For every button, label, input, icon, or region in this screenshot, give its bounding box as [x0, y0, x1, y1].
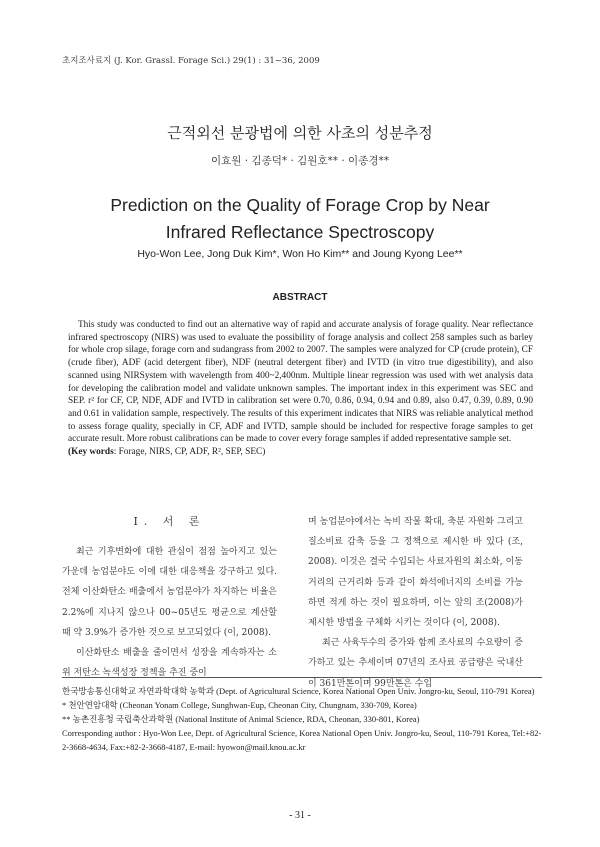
intro-paragraph-4: 최근 사육두수의 증가와 함께 조사료의 수요량이 증가하고 있는 추세이며 07년의 조사료 공급량은 국내산이 361만톤이며 99만톤은 수입 [308, 638, 523, 689]
keywords-label: (Key words [68, 447, 114, 458]
korean-authors: 이효원 · 김종덕* · 김원호** · 이종경** [210, 155, 389, 167]
korean-title: 근적외선 분광법에 의한 사초의 성분추정 [167, 124, 433, 142]
footnotes [62, 684, 542, 754]
footnote-affiliation-3: ** 농촌진흥청 국립축산과학원 (National Institute of Animal Science, RDA, Cheonan, 330-801, Korea) [62, 714, 420, 724]
english-title: Prediction on the Quality of Forage Crop by Near Infrared Reflectance Spectroscopy [110, 195, 490, 242]
footnote-divider [62, 677, 542, 678]
page-number: - 31 - [289, 810, 311, 821]
journal-citation: 초지조사료지 (J. Kor. Grassl. Forage Sci.) 29(1) : 31~36, 2009 [62, 56, 320, 66]
right-column [308, 512, 523, 694]
intro-paragraph-2: 이산화탄소 배출을 줄이면서 성장을 계속하자는 소위 저탄소 녹색성장 정책을 추진 중이 [62, 648, 277, 679]
keywords-list: : Forage, NIRS, CP, ADF, R², SEP, SEC) [113, 447, 266, 458]
abstract-text: This study was conducted to find out an alternative way of rapid and accurate analysis of forage quality. Near reflectance infrared spectroscopy (NIRS) was used to evaluate the possibility of forage analysis and collect 258 samples such as barley for whole crop silage, forage corn and sudangrass from 2002 to 2007. The samples were analyzed for CP (crude protein), CF (crude fiber), ADF (acid detergent fiber), NDF (neutral detergent fiber) and IVTD (in vitro true digestibility), and also scanned using NIRSystem with wavelength from 400~2,400nm. Multiple linear regression was used with wet analysis data for developing the calibration model and validate unknown samples. The important index in this experiment was SEC and SEP. r² for CF, CP, NDF, ADF and IVTD in calibration set were 0.70, 0.86, 0.94, 0.94 and 0.89, also 0.47, 0.39, 0.89, 0.90 and 0.61 in validation sample, respectively. The results of this experiment indicates that NIRS was reliable analytical method to assess forage quality, specially in CF, ADF and IVTD, sample should be included for respective forage samples to get accurate result. More robust calibrations can be made to cover every forage samples if added representative sample set. [68, 320, 533, 445]
intro-paragraph-1: 최근 기후변화에 대한 관심이 점점 높아지고 있는 가운데 농업분야도 이에 대한 대응책을 강구하고 있다. 전체 이산화탄소 배출에서 농업분야가 차지하는 비율은 2.2%에 지나지 않으나 00~05년도 평균으로 계산할 때 약 3.9%가 증가한 것으로 보고되었다 (이, 2008). [62, 547, 277, 638]
left-column [62, 512, 277, 683]
intro-paragraph-3: 며 농업분야에서는 녹비 작물 확대, 축분 자원화 그리고 질소비료 감축 등을 그 정책으로 제시한 바 있다 (조, 2008). 이것은 결국 수입되는 사료자원의 최소화, 이동거리의 근거리화 등과 같이 화석에너지의 소비를 가능하면 적게 하는 것이 필요하며, 이는 앞의 조(2008)가 제시한 방법을 구체화 시키는 것이다 (이, 2008). [308, 517, 523, 629]
footnote-affiliation-2: * 천안연암대학 (Cheonan Yonam College, Sunghwan-Eup, Cheonan City, Chungnam, 330-709, Korea) [62, 700, 417, 710]
abstract [68, 319, 533, 459]
keywords [68, 446, 533, 459]
footnote-corresponding: Corresponding author : Hyo-Won Lee, Dept. of Agricultural Science, Korea National Open Univ. Jongro-ku, Seoul, 110-791 Korea, Tel:+82-2-3668-4634, Fax:+82-2-3668-4187, E-mail: hyowon@mail.knou.ac.kr [62, 728, 542, 752]
section-heading: Ⅰ. 서 론 [133, 515, 206, 528]
english-authors: Hyo-Won Lee, Jong Duk Kim*, Won Ho Kim** and Joung Kyong Lee** [137, 248, 463, 260]
footnote-affiliation-1: 한국방송통신대학교 자연과학대학 농학과 (Dept. of Agricultural Science, Korea National Open Univ. Jongro-ku, Seoul, 110-791 Korea) [62, 686, 535, 696]
abstract-heading: ABSTRACT [272, 292, 328, 303]
